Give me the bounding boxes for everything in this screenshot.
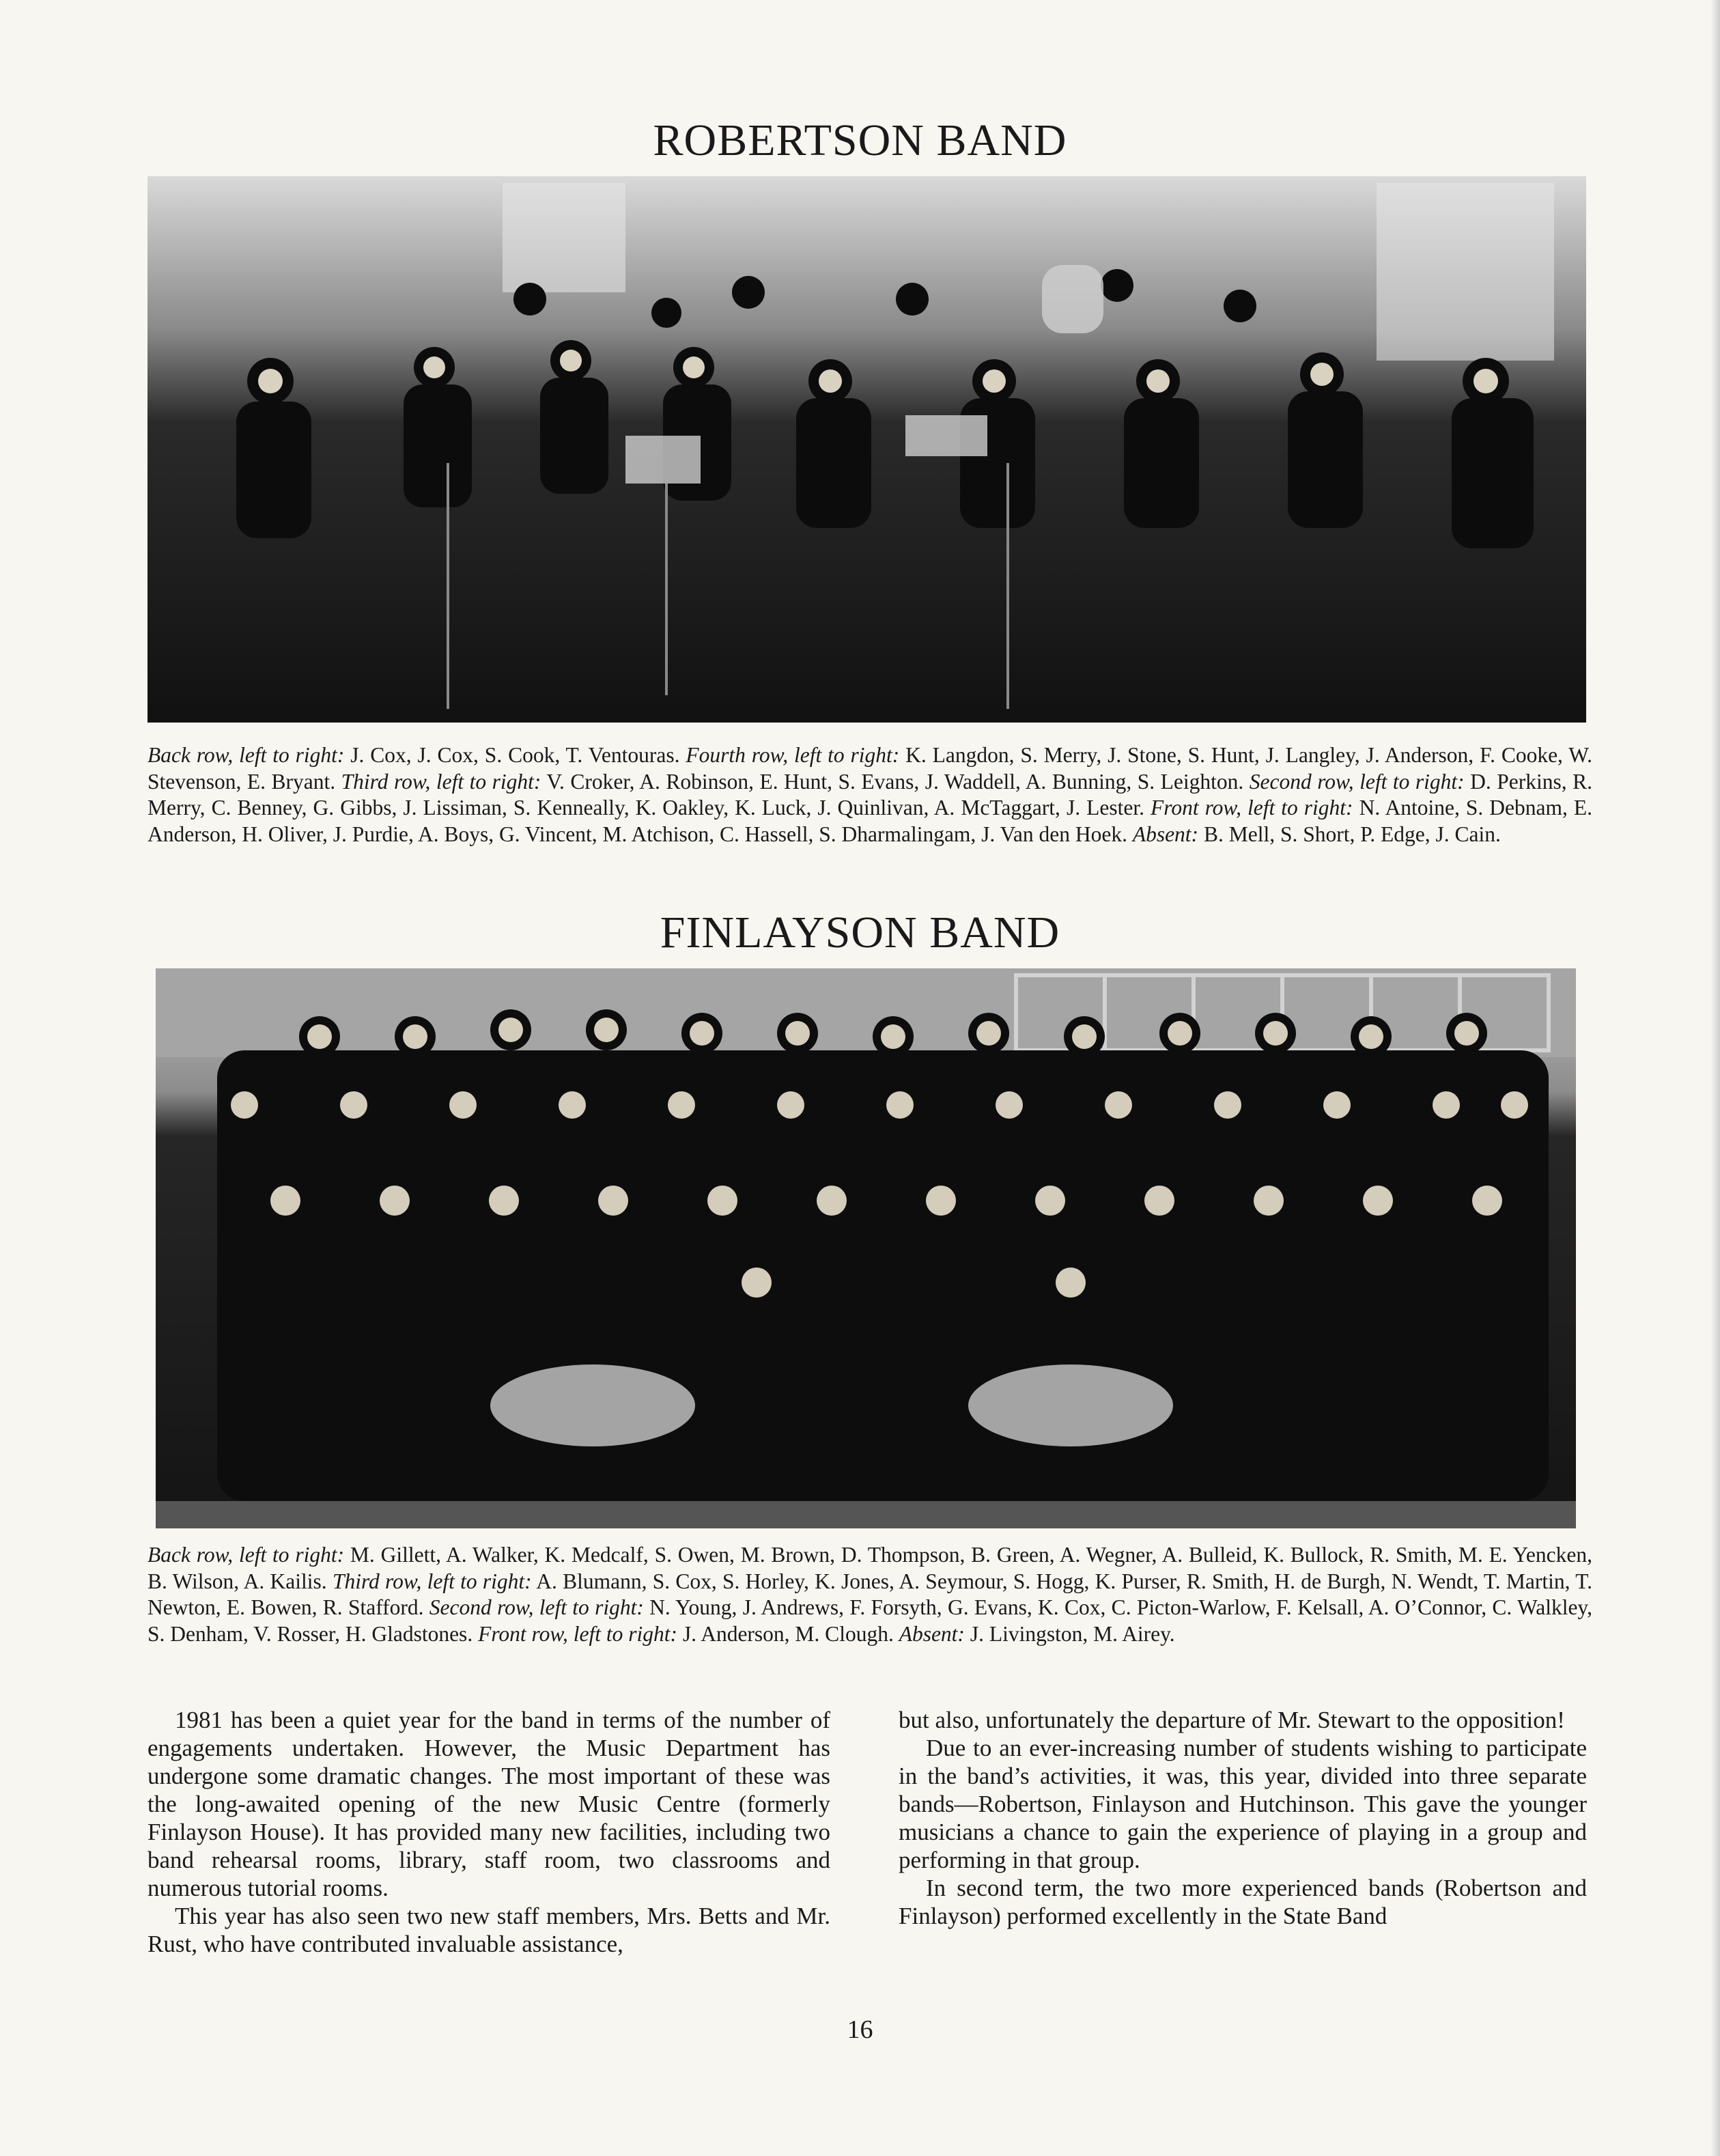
page-edge-shadow [1710, 0, 1720, 2156]
caption-row-label: Third row, left to right: [341, 769, 541, 794]
caption-row-label: Back row, left to right: [147, 743, 345, 767]
caption-row-label: Second row, left to right: [1249, 769, 1465, 794]
caption-row-names: V. Croker, A. Robinson, E. Hunt, S. Evans, J. Waddell, A. Bunning, S. Leighton. [541, 769, 1250, 794]
caption-row-names: N. Antoine, S. Debnam, E. Anderson, H. Oliver, J. Purdie, A. Boys, G. Vincent, M. Atchison, C. Hassell, S. Dharmalingam, J. Van den Hoek. [147, 796, 1593, 846]
finlayson-band-caption [147, 1542, 1592, 1647]
page-number: 16 [847, 2015, 873, 2044]
caption-row-label: Back row, left to right: [147, 1543, 345, 1567]
caption-row-label: Second row, left to right: [429, 1595, 644, 1619]
caption-row-names: J. Cox, J. Cox, S. Cook, T. Ventouras. [344, 743, 686, 767]
caption-row-label: Absent: [899, 1621, 965, 1646]
caption-row-label: Absent: [1132, 822, 1199, 846]
robertson-band-photo [147, 176, 1586, 723]
finlayson-band-title: FINLAYSON BAND [660, 908, 1060, 957]
caption-row-label: Front row, left to right: [478, 1621, 678, 1646]
body-paragraph: 1981 has been a quiet year for the band in terms of the number of engagements undertaken. However, the Music Department has undergone some dramatic changes. The most important of these was the long-awaited opening of the new Music Centre (formerly Finlayson House). It has provided many new facilities, including two band rehearsal rooms, library, staff room, two classrooms and numerous tutorial rooms. [147, 1707, 830, 1901]
caption-row-names: B. Mell, S. Short, P. Edge, J. Cain. [1198, 822, 1501, 846]
body-paragraph: but also, unfortunately the departure of Mr. Stewart to the opposition! [899, 1707, 1565, 1733]
caption-row-label: Third row, left to right: [332, 1569, 532, 1593]
body-paragraph: This year has also seen two new staff members, Mrs. Betts and Mr. Rust, who have contributed invaluable assistance, [147, 1903, 830, 1957]
caption-row-names: J. Anderson, M. Clough. [677, 1621, 899, 1646]
robertson-band-caption [147, 742, 1592, 848]
finlayson-band-photo [156, 968, 1576, 1528]
caption-row-names: K. Langdon, S. Merry, J. Stone, S. Hunt, J. Langley, J. Anderson, F. Cooke, W. Stevenson, E. Bryant. [147, 743, 1592, 794]
robertson-band-title: ROBERTSON BAND [653, 115, 1067, 165]
caption-row-label: Front row, left to right: [1150, 796, 1353, 820]
body-column-right [899, 1706, 1587, 1930]
caption-row-names: M. Gillett, A. Walker, K. Medcalf, S. Owen, M. Brown, D. Thompson, B. Green, A. Wegner, A. Bulleid, K. Bullock, R. Smith, M. E. Yencken, B. Wilson, A. Kailis. [147, 1543, 1592, 1593]
body-paragraph: Due to an ever-increasing number of students wishing to participate in the band’s activities, it was, this year, divided into three separate bands—Robertson, Finlayson and Hutchinson. This gave the younger musicians a chance to gain the experience of playing in a group and performing in that group. [899, 1735, 1587, 1873]
body-paragraph: In second term, the two more experienced bands (Robertson and Finlayson) performed excellently in the State Band [899, 1875, 1587, 1929]
caption-row-label: Fourth row, left to right: [686, 743, 900, 767]
caption-row-names: A. Blumann, S. Cox, S. Horley, K. Jones, A. Seymour, S. Hogg, K. Purser, R. Smith, H. de Burgh, N. Wendt, T. Martin, T. Newton, E. Bowen, R. Stafford. [147, 1569, 1592, 1619]
caption-row-names: J. Livingston, M. Airey. [964, 1621, 1175, 1646]
body-column-left [147, 1706, 830, 1958]
caption-row-names: N. Young, J. Andrews, F. Forsyth, G. Evans, K. Cox, C. Picton-Warlow, F. Kelsall, A. O’Connor, C. Walkley, S. Denham, V. Rosser, H. Gladstones. [147, 1595, 1593, 1646]
caption-row-names: D. Perkins, R. Merry, C. Benney, G. Gibbs, J. Lissiman, S. Kenneally, K. Oakley, K. Luck, J. Quinlivan, A. McTaggart, J. Lester. [147, 769, 1593, 820]
